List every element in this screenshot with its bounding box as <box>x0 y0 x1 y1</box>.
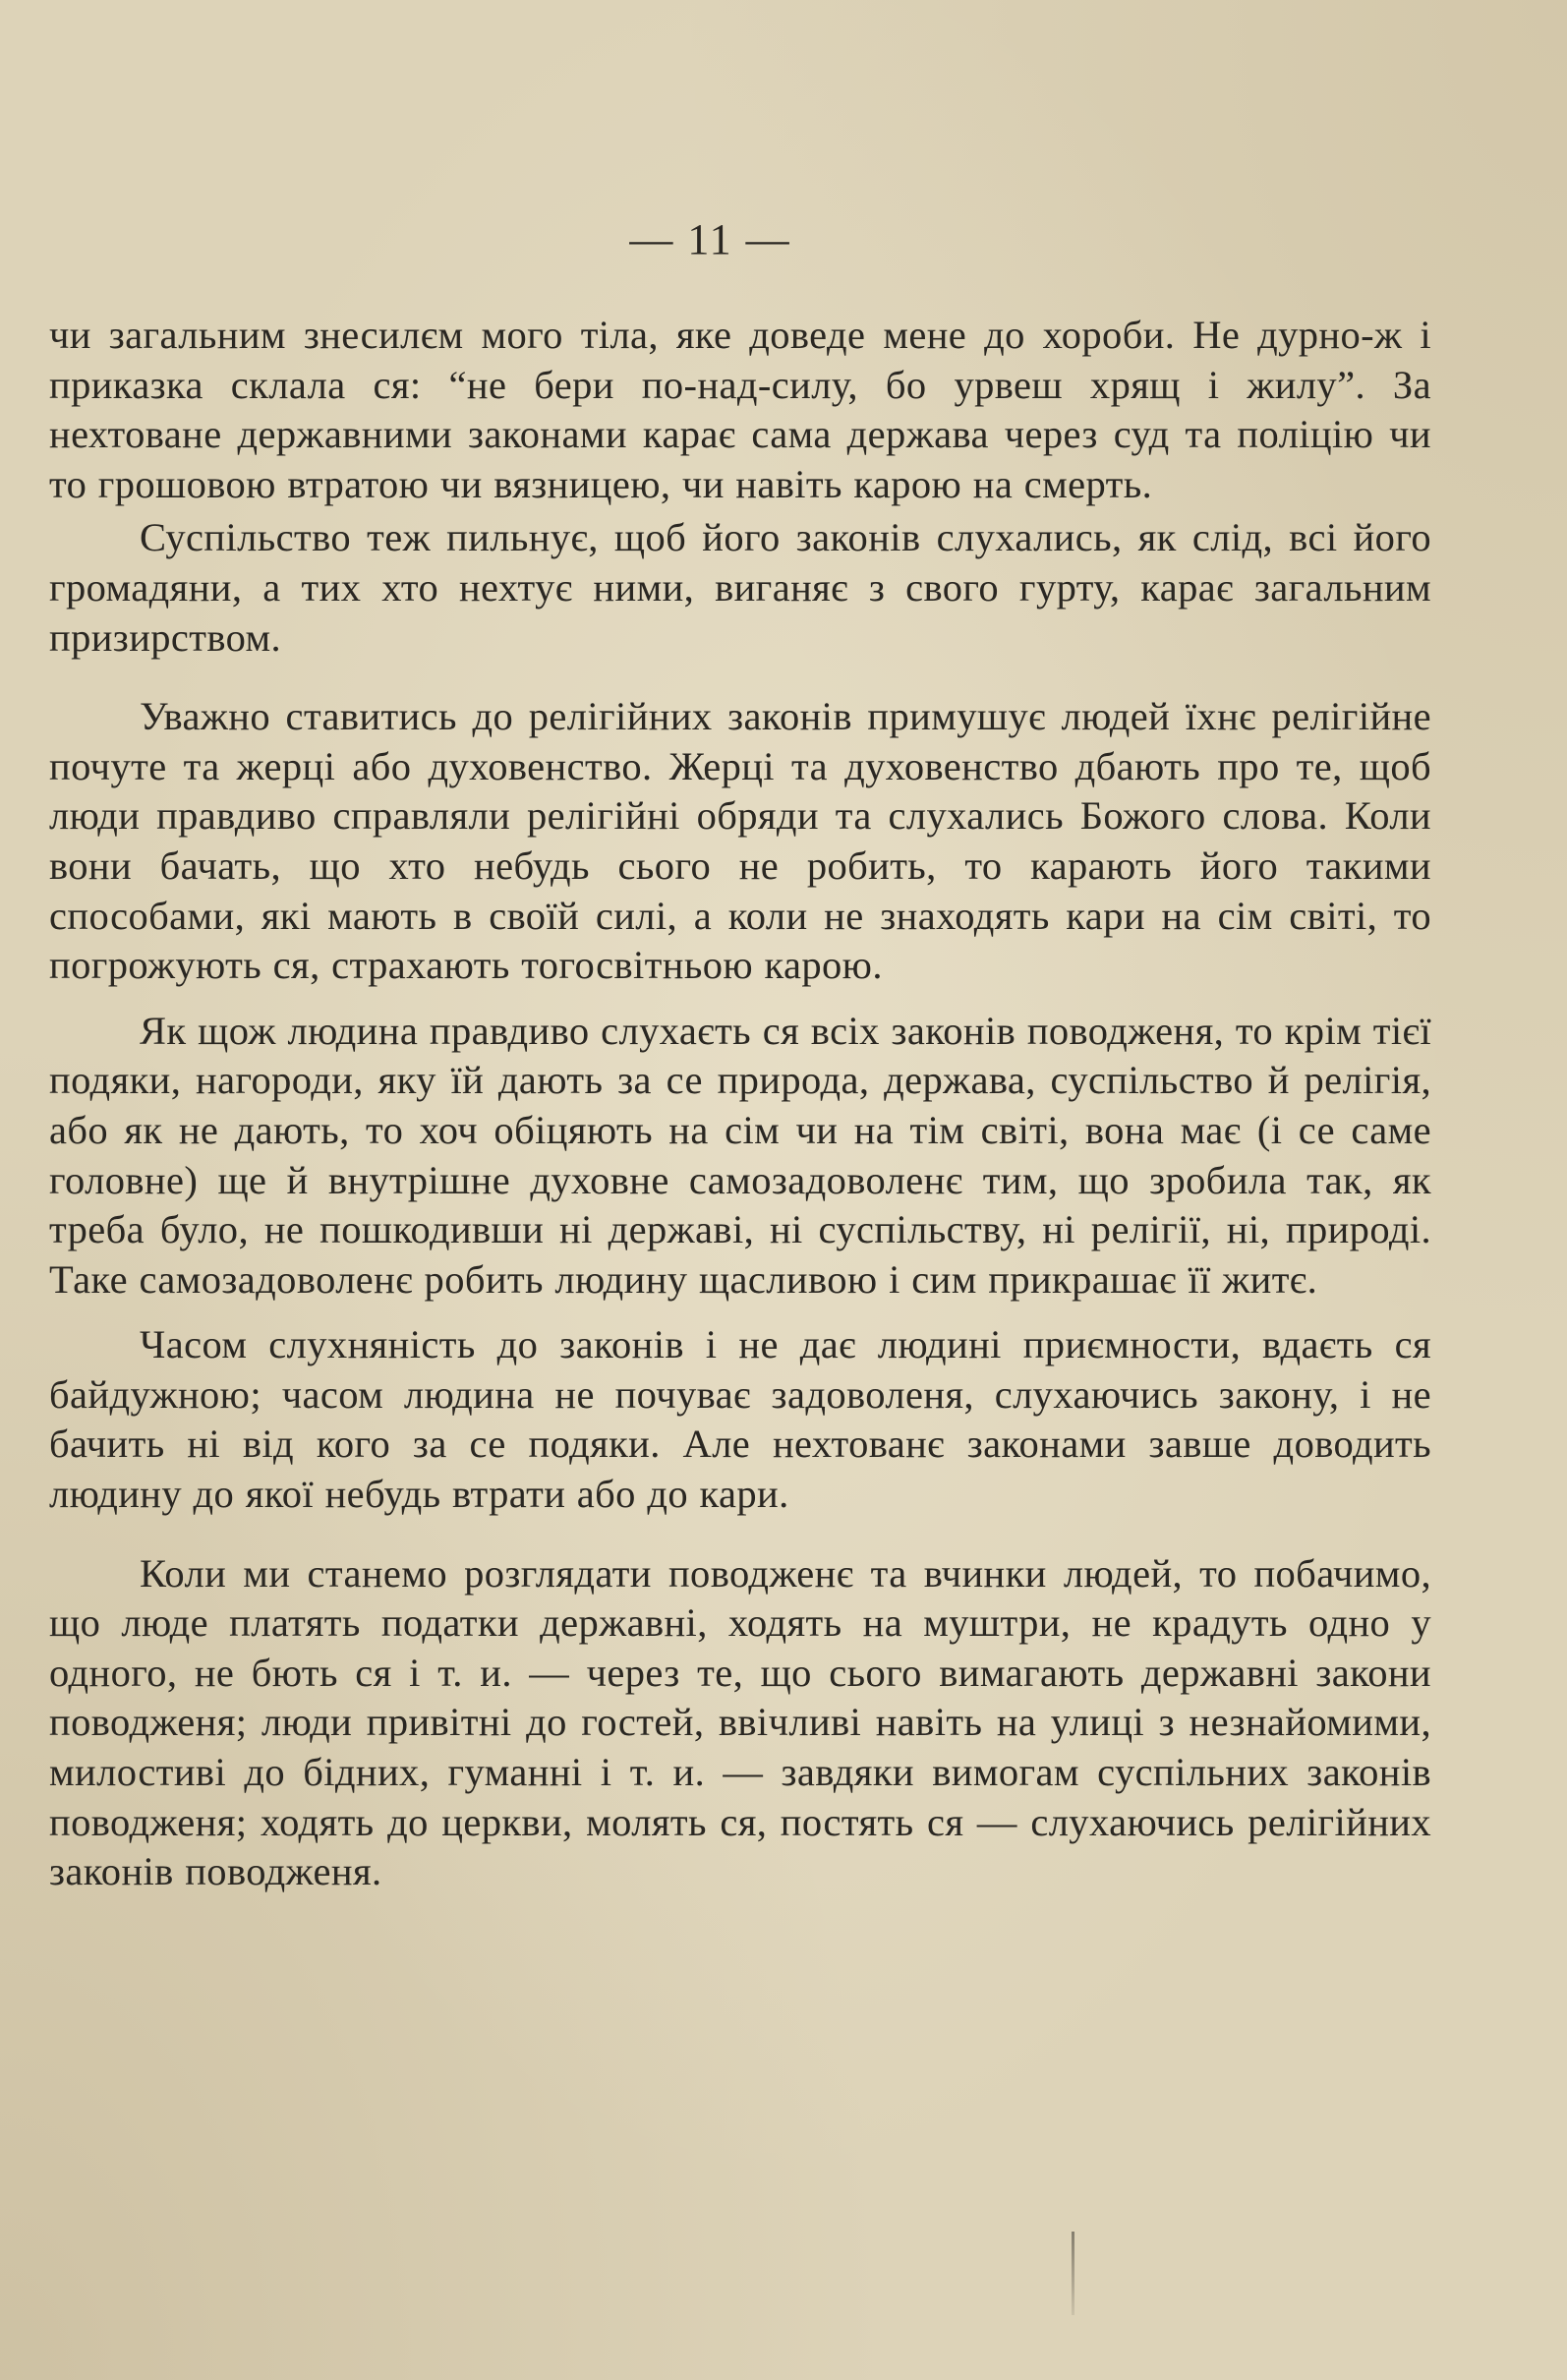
paragraph-indifference: Часом слухняність до законів і не дає людині приємности, вдаєть ся байдужною; часом людина не почуває задоволеня, слухаючись закону, і не бачить ні від кого за се подяки. Але нехтованє законами завше доводить людину до якої небудь втрати або до кари. <box>49 1322 1431 1517</box>
paragraph-continuation: чи загальним знесилєм мого тіла, яке доведе мене до хороби. Не дурно-ж і приказка склала ся: “не бери по-над-силу, бо урвеш хрящ і жилу”. За нехтоване державними законами карає сама держава через суд та поліцію чи то грошовою втратою чи вязницею, чи навіть карою на смерть. <box>49 313 1431 506</box>
paragraph-religious-laws: Уважно ставитись до релігійних законів примушує людей їхнє релігійне почуте та жерці або духовенство. Жерці та духовенство дбають про те, щоб люди правдиво справляли релігійні обряди та слухались Божого слова. Коли вони бачать, що хто небудь сього не робить, то карають його такими способами, які мають в своїй силі, а коли не знаходять кари на сім світі, то погрожують ся, страхають тогосвітньою карою. <box>49 694 1431 988</box>
paragraph-behaviour: Коли ми станемо розглядати поводженє та вчинки людей, то побачимо, що люде платять податки державні, ходять на муштри, не крадуть одно у одного, не бють ся і т. и. — через те, що сього вимагають державні закони поводженя; люди привітні до гостей, ввічливі навіть на улиці з незнайомими, милостиві до бідних, гуманні і т. и. — завдяки вимогам суспільних законів поводженя; ходять до церкви, молять ся, постять ся — слухаючись релігійних законів поводженя. <box>49 1550 1431 1894</box>
page-number: — 11 — <box>629 215 791 263</box>
paragraph-obedience: Як щож людина правдиво слухаєть ся всіх законів поводженя, то крім тієї подяки, нагороди, яку їй дають за се природа, держава, суспільство й релігія, або як не дають, то хоч обіцяють на сім чи на тім світі, вона має (і се саме головне) ще й внутрішне духовне самозадоволенє тим, що зробила так, як треба було, не пошкодивши ні державі, ні суспільству, ні релігії, ні, природі. Таке самозадоволенє робить людину щасливою і сим прикрашає її житє. <box>49 1008 1431 1302</box>
paper-crease-mark <box>1072 2232 1074 2315</box>
body-text <box>49 311 1431 1897</box>
paragraph-society: Суспільство теж пильнує, щоб його законів слухались, як слід, всі його громадяни, а тих хто нехтує ними, виганяє з свого гурту, карає загальним призирством. <box>49 515 1431 660</box>
